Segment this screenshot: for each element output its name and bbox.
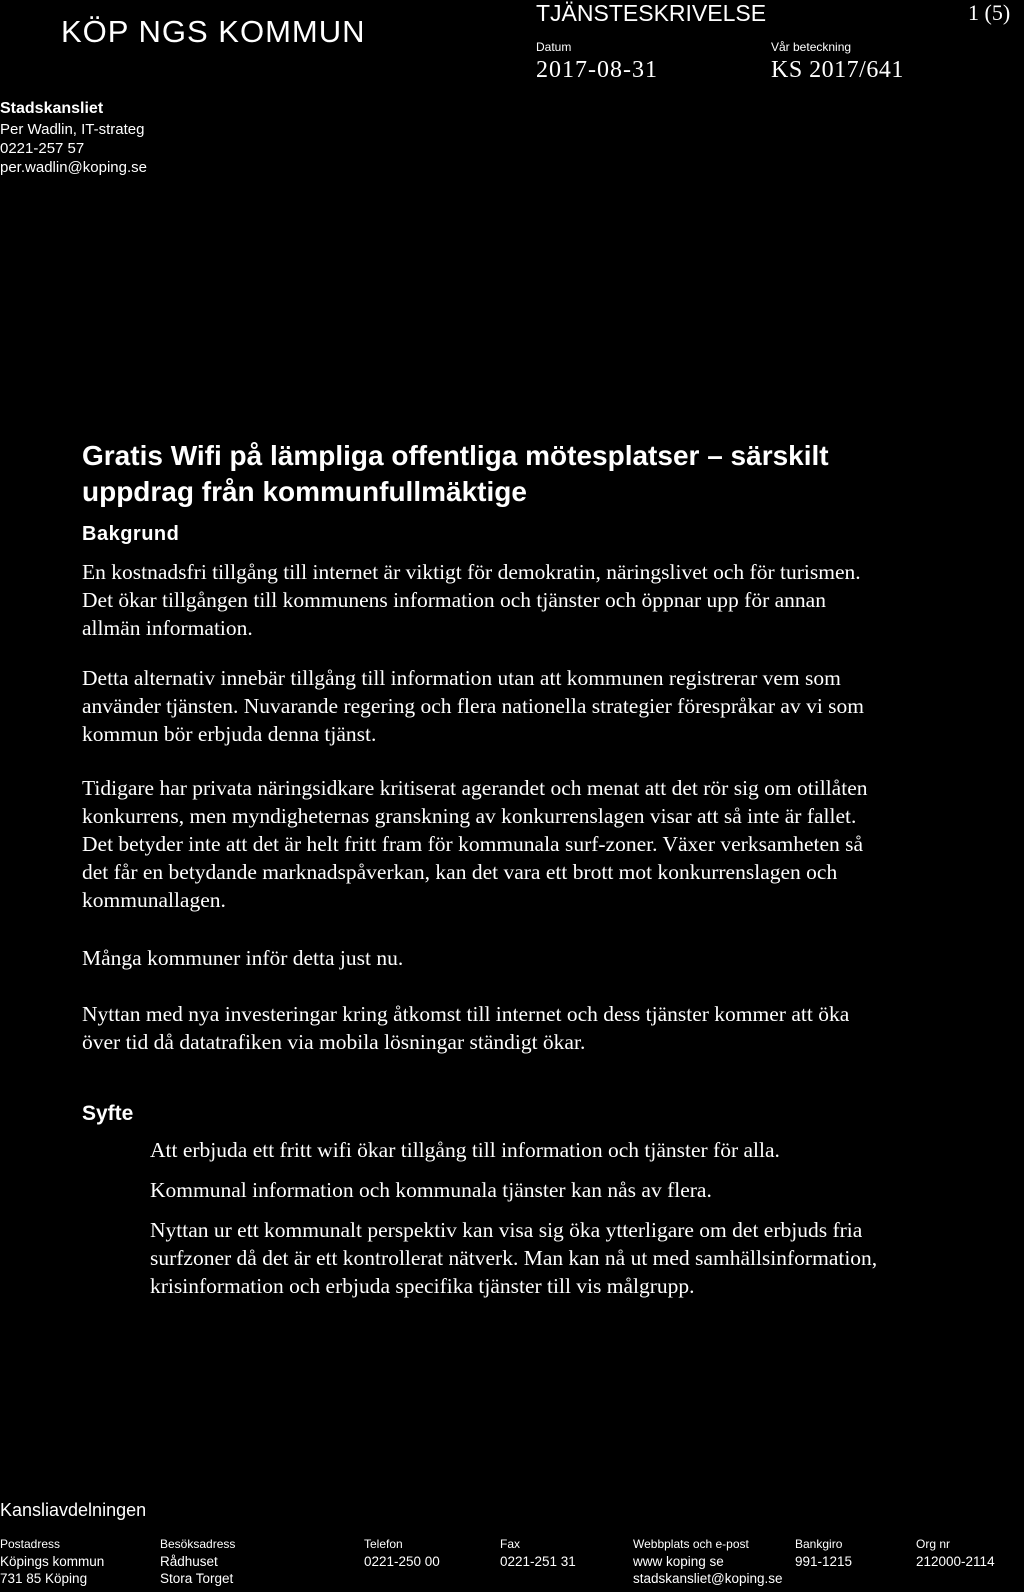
footer-phone xyxy=(364,1536,440,1570)
footer-value: Stora Torget xyxy=(160,1571,234,1586)
bakgrund-paragraph: En kostnadsfri tillgång till internet är viktigt för demokratin, näringslivet och för turismen. Det ökar tillgången till kommunens information och tjänster och öppnar upp för annan allmän information. xyxy=(82,560,861,640)
footer-value: 991-1215 xyxy=(795,1554,853,1569)
footer-visit-address xyxy=(160,1536,235,1587)
bakgrund-paragraph: Nyttan med nya investeringar kring åtkomst till internet och dess tjänster kommer att öka över tid då datatrafiken via mobila lösningar ständigt ökar. xyxy=(82,1002,850,1054)
footer-value: 731 85 Köping xyxy=(0,1571,88,1586)
footer-label: Postadress xyxy=(0,1537,61,1551)
footer-label: Webbplats och e-post xyxy=(633,1537,749,1551)
footer-web-email xyxy=(633,1536,783,1587)
syfte-paragraph: Kommunal information och kommunala tjänster kan nås av flera. xyxy=(150,1178,712,1202)
date-value: 2017-08-31 xyxy=(536,57,658,83)
section-heading-syfte: Syfte xyxy=(82,1102,134,1125)
document-type: TJÄNSTESKRIVELSE xyxy=(536,0,767,26)
footer-label: Org nr xyxy=(916,1537,951,1551)
date-label: Datum xyxy=(536,40,572,54)
syfte-paragraph: Att erbjuda ett fritt wifi ökar tillgång till information och tjänster för alla. xyxy=(150,1138,780,1162)
reference-value: KS 2017/641 xyxy=(771,57,904,83)
syfte-paragraph: Nyttan ur ett kommunalt perspektiv kan visa sig öka ytterligare om det erbjuds fria surfzoner då det är ett kontrollerat nätverk. Man kan nå ut med samhällsinformation, krisinformation och erbjuda specifika tjänster till vis målgrupp. xyxy=(150,1218,878,1298)
sender-email: per.wadlin@koping.se xyxy=(0,159,147,176)
municipality-logo: KÖP NGS KOMMUN xyxy=(61,14,366,49)
footer-value: www koping se xyxy=(633,1554,724,1569)
footer-department: Kansliavdelningen xyxy=(0,1500,147,1520)
sender-department: Stadskansliet xyxy=(0,100,104,117)
footer-value: 0221-251 31 xyxy=(500,1554,576,1569)
footer-label: Telefon xyxy=(364,1537,403,1551)
reference-label: Vår beteckning xyxy=(771,40,852,54)
bakgrund-paragraph: Tidigare har privata näringsidkare kritiserat agerandet och menat att det rör sig om otillåten konkurrens, men myndigheternas granskning av konkurrenslagen visar att så inte är fallet. Det betyder inte att det är helt fritt fram för kommunala surf-zoner. Växer verksamheten så det får en betydande marknadspåverkan, kan det vara ett brott mot konkurrenslagen och kommunallagen. xyxy=(82,776,868,912)
footer-label: Fax xyxy=(500,1537,521,1551)
bakgrund-paragraph: Detta alternativ innebär tillgång till information utan att kommunen registrerar vem som använder tjänsten. Nuvarande regering och flera nationella strategier förespråkar av vi som kommun bör erbjuda denna tjänst. xyxy=(82,666,865,746)
bakgrund-paragraph: Många kommuner inför detta just nu. xyxy=(82,946,404,970)
page-number: 1 (5) xyxy=(968,0,1011,25)
sender-name: Per Wadlin, IT-strateg xyxy=(0,121,145,138)
footer-value: 0221-250 00 xyxy=(364,1554,440,1569)
section-heading-bakgrund: Bakgrund xyxy=(82,523,180,545)
footer-value: 212000-2114 xyxy=(916,1554,995,1569)
sender-phone: 0221-257 57 xyxy=(0,140,85,157)
footer-label: Besöksadress xyxy=(160,1537,236,1551)
footer-org-nr xyxy=(916,1536,995,1570)
document-title: Gratis Wifi på lämpliga offentliga mötesplatser – särskilt uppdrag från kommunfullmäktige xyxy=(82,440,829,507)
footer-fax xyxy=(500,1536,576,1570)
footer-value: Köpings kommun xyxy=(0,1554,105,1569)
footer-bankgiro xyxy=(795,1536,852,1570)
footer-label: Bankgiro xyxy=(795,1537,843,1551)
footer-postal-address xyxy=(0,1536,104,1587)
footer-value: stadskansliet@koping.se xyxy=(633,1571,783,1586)
footer-value: Rådhuset xyxy=(160,1554,218,1569)
